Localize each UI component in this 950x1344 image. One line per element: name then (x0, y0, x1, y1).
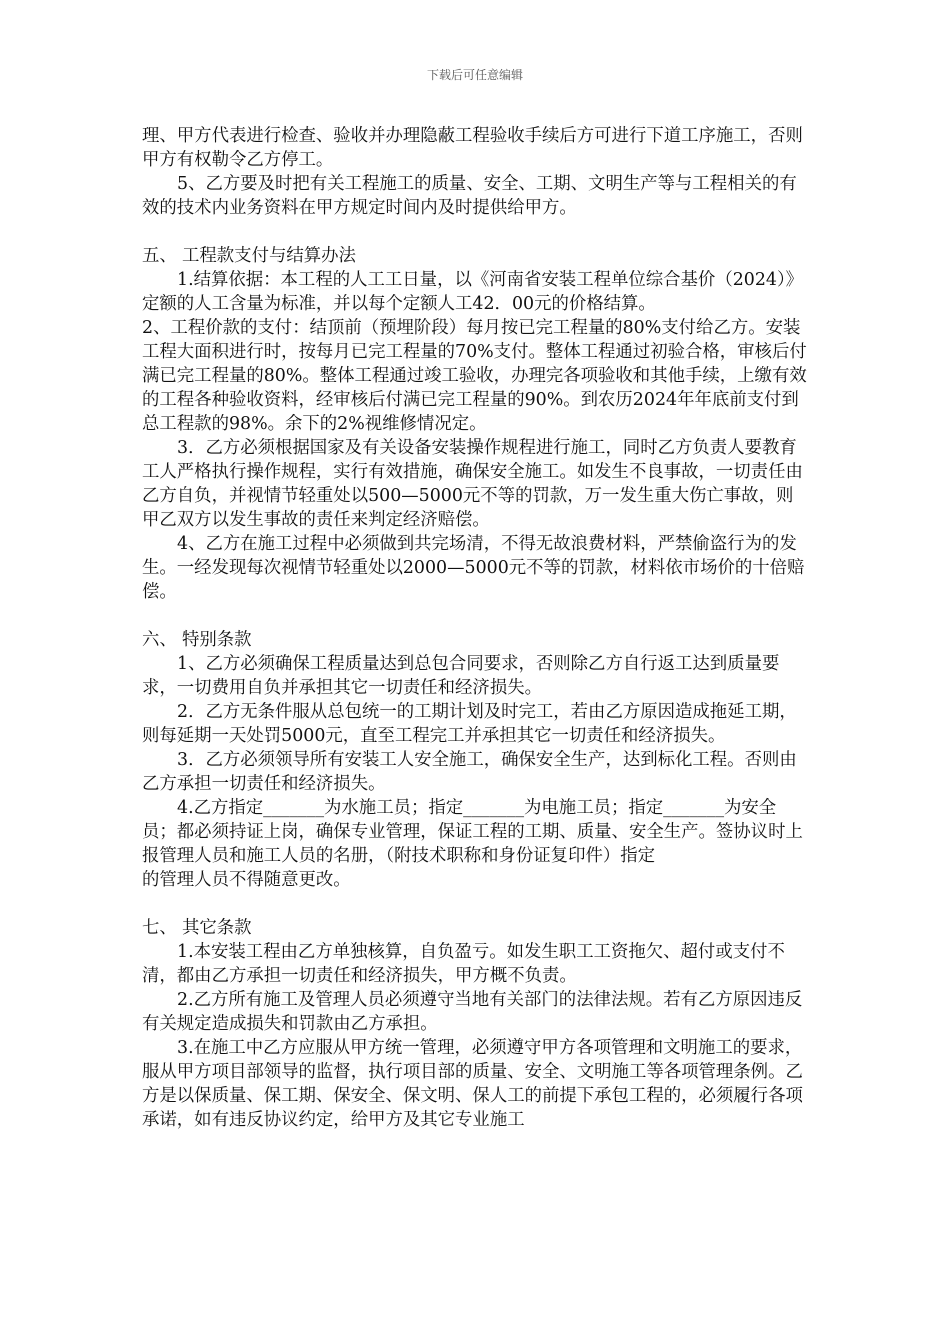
section-heading-7 (142, 916, 810, 940)
section-heading-6 (142, 628, 810, 652)
section-title: 特别条款 (182, 630, 252, 650)
paragraph: 4、乙方在施工过程中必须做到共完场清，不得无故浪费材料，严禁偷盗行为的发生。一经发现每次视情节轻重处以2000—5000元不等的罚款，材料依市场价的十倍赔偿。 (142, 534, 805, 602)
page-header-note: 下载后可任意编辑 (426, 68, 523, 82)
section-heading-5 (142, 244, 810, 268)
blank-line (142, 604, 810, 628)
paragraph: 的管理人员不得随意更改。 (142, 870, 351, 890)
paragraph: 2.乙方所有施工及管理人员必须遵守当地有关部门的法律法规。若有乙方原因违反有关规定造成损失和罚款由乙方承担。 (142, 990, 803, 1034)
paragraph: 1、乙方必须确保工程质量达到总包合同要求，否则除乙方自行返工达到质量要求，一切费用自负并承担其它一切责任和经济损失。 (142, 654, 780, 698)
section-title: 工程款支付与结算办法 (182, 246, 356, 266)
paragraph: 1.结算依据：本工程的人工工日量，以《河南省安装工程单位综合基价（2024）》定额的人工含量为标准，并以每个定额人工42．00元的价格结算。 (142, 270, 804, 314)
blank-line (142, 220, 810, 244)
paragraph: 2、工程价款的支付：结顶前（预埋阶段）每月按已完工程量的80%支付给乙方。安装工程大面积进行时，按每月已完工程量的70%支付。整体工程通过初验合格，审核后付满已完工程量的80%。整体工程通过竣工验收，办理完各项验收和其他手续，上缴有效的工程各种验收资料，经审核后付满已完工程量的90%。到农历2024年年底前支付到总工程款的98%。余下的2%视维修情况定。 (142, 318, 807, 434)
paragraph: 3．乙方必须根据国家及有关设备安装操作规程进行施工，同时乙方负责人要教育工人严格执行操作规程，实行有效措施，确保安全施工。如发生不良事故，一切责任由乙方自负，并视情节轻重处以500—5000元不等的罚款，万一发生重大伤亡事故，则甲乙双方以发生事故的责任来判定经济赔偿。 (142, 438, 803, 530)
section-number: 七、 (142, 918, 177, 938)
paragraph: 2．乙方无条件服从总包统一的工期计划及时完工，若由乙方原因造成拖延工期，则每延期一天处罚5000元，直至工程完工并承担其它一切责任和经济损失。 (142, 702, 797, 746)
paragraph: 5、乙方要及时把有关工程施工的质量、安全、工期、文明生产等与工程相关的有效的技术内业务资料在甲方规定时间内及时提供给甲方。 (142, 174, 797, 218)
section-number: 五、 (142, 246, 177, 266)
paragraph: 3．乙方必须领导所有安装工人安全施工，确保安全生产，达到标化工程。否则由乙方承担一切责任和经济损失。 (142, 750, 797, 794)
paragraph: 3.在施工中乙方应服从甲方统一管理，必须遵守甲方各项管理和文明施工的要求，服从甲方项目部领导的监督，执行项目部的质量、安全、文明施工等各项管理条例。乙方是以保质量、保工期、保安全、保文明、保人工的前提下承包工程的，必须履行各项承诺，如有违反协议约定，给甲方及其它专业施工 (142, 1038, 803, 1130)
document-body (142, 124, 810, 1132)
section-number: 六、 (142, 630, 177, 650)
paragraph: 理、甲方代表进行检查、验收并办理隐蔽工程验收手续后方可进行下道工序施工，否则甲方有权勒令乙方停工。 (142, 126, 803, 170)
paragraph: 4.乙方指定_______为水施工员；指定_______为电施工员；指定_______为安全员；都必须持证上岗，确保专业管理，保证工程的工期、质量、安全生产。签协议时上报管理人员和施工人员的名册，（附技术职称和身份证复印件）指定 (142, 798, 803, 866)
section-title: 其它条款 (182, 918, 252, 938)
paragraph: 1.本安装工程由乙方单独核算，自负盈亏。如发生职工工资拖欠、超付或支付不清，都由乙方承担一切责任和经济损失，甲方概不负责。 (142, 942, 785, 986)
blank-line (142, 892, 810, 916)
